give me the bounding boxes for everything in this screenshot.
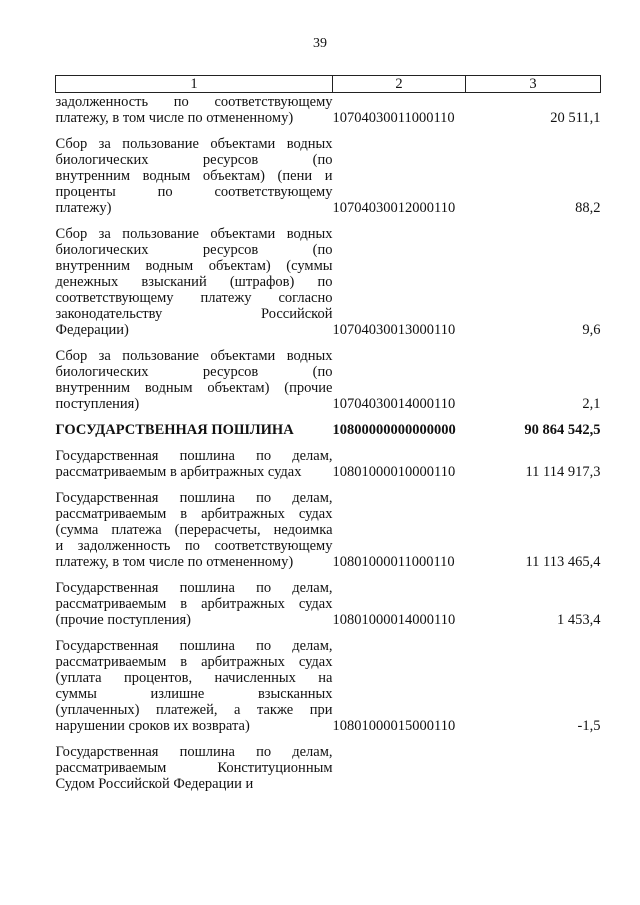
row-description	[56, 438, 333, 480]
description-line: биологических ресурсов (по	[55, 242, 333, 258]
table-row	[56, 412, 601, 438]
column-header: 2	[333, 76, 466, 93]
row-amount: 2,1	[582, 396, 601, 412]
description-line: Сбор за пользование объектами водных	[55, 136, 333, 152]
table-row	[56, 734, 601, 792]
description-line: рассматриваемым в арбитражных судах	[55, 506, 333, 522]
row-amount	[466, 734, 601, 792]
row-code: 10800000000000000	[332, 422, 456, 438]
description-line: нарушении сроков их возврата)	[55, 718, 250, 734]
description-line: денежных взысканий (штрафов) по	[55, 274, 333, 290]
row-description	[56, 734, 333, 792]
description-line: Государственная пошлина по делам,	[55, 490, 333, 506]
description-line: (уплаченных) платежей, а также при	[55, 702, 333, 718]
row-code: 10704030012000110	[332, 200, 456, 216]
description-line: (прочие поступления)	[55, 612, 191, 628]
description-line: платежу, в том числе по отмененному)	[55, 110, 294, 126]
description-line: поступления)	[55, 396, 140, 412]
description-line: суммы излишне взысканных	[55, 686, 333, 702]
row-description	[56, 412, 333, 438]
description-line: (сумма платежа (перерасчеты, недоимка	[55, 522, 333, 538]
row-code: 10704030014000110	[332, 396, 456, 412]
table-row	[56, 93, 601, 127]
row-code	[333, 734, 466, 792]
row-amount: 90 864 542,5	[524, 422, 601, 438]
description-line: ГОСУДАРСТВЕННАЯ ПОШЛИНА	[55, 422, 294, 438]
table-body	[56, 93, 601, 793]
description-line: Государственная пошлина по делам,	[55, 580, 333, 596]
description-line: биологических ресурсов (по	[55, 152, 333, 168]
description-line: задолженность по соответствующему	[55, 94, 333, 110]
description-line: проценты по соответствующему	[55, 184, 333, 200]
row-code: 10801000011000110	[332, 554, 455, 570]
table-row	[56, 338, 601, 412]
description-line: Государственная пошлина по делам,	[55, 744, 333, 760]
row-description	[56, 93, 333, 127]
description-line: Сбор за пользование объектами водных	[55, 348, 333, 364]
row-description	[56, 570, 333, 628]
description-line: Федерации)	[55, 322, 129, 338]
row-amount: 11 113 465,4	[525, 554, 601, 570]
row-description	[56, 126, 333, 216]
row-description	[56, 480, 333, 570]
description-line: внутренним водным объектам) (суммы	[55, 258, 333, 274]
description-line: (уплата процентов, начисленных на	[55, 670, 333, 686]
description-line: рассматриваемым Конституционным	[55, 760, 333, 776]
description-line: биологических ресурсов (по	[55, 364, 333, 380]
row-amount: 88,2	[575, 200, 601, 216]
description-line: Сбор за пользование объектами водных	[55, 226, 333, 242]
row-description	[56, 338, 333, 412]
description-line: Государственная пошлина по делам,	[55, 448, 333, 464]
table-row	[56, 126, 601, 216]
description-line: и задолженность по соответствующему	[55, 538, 333, 554]
column-header: 3	[466, 76, 601, 93]
description-line: внутренним водным объектам) (прочие	[55, 380, 333, 396]
row-amount: 1 453,4	[557, 612, 601, 628]
table-row	[56, 628, 601, 734]
description-line: законодательству Российской	[55, 306, 333, 322]
table-header-row	[56, 76, 601, 93]
description-line: рассматриваемым в арбитражных судах	[55, 596, 333, 612]
row-description	[56, 216, 333, 338]
row-amount: 11 114 917,3	[525, 464, 601, 480]
table-row	[56, 570, 601, 628]
table-row	[56, 216, 601, 338]
description-line: платежу)	[55, 200, 112, 216]
row-amount: 20 511,1	[550, 110, 601, 126]
row-code: 10704030011000110	[332, 110, 455, 126]
table-row	[56, 438, 601, 480]
row-code: 10801000010000110	[332, 464, 456, 480]
page-number: 39	[313, 36, 327, 51]
budget-table	[55, 75, 601, 792]
description-line: рассматриваемым в арбитражных судах	[55, 464, 302, 480]
description-line: платежу, в том числе по отмененному)	[55, 554, 294, 570]
row-code: 10801000015000110	[332, 718, 456, 734]
description-line: рассматриваемым в арбитражных судах	[55, 654, 333, 670]
description-line: внутренним водным объектам) (пени и	[55, 168, 333, 184]
description-line: Государственная пошлина по делам,	[55, 638, 333, 654]
column-header: 1	[56, 76, 333, 93]
description-line: Судом Российской Федерации и	[55, 776, 254, 792]
row-code: 10801000014000110	[332, 612, 456, 628]
row-amount: -1,5	[577, 718, 601, 734]
row-amount: 9,6	[582, 322, 601, 338]
table-row	[56, 480, 601, 570]
description-line: соответствующему платежу согласно	[55, 290, 333, 306]
row-description	[56, 628, 333, 734]
row-code: 10704030013000110	[332, 322, 456, 338]
